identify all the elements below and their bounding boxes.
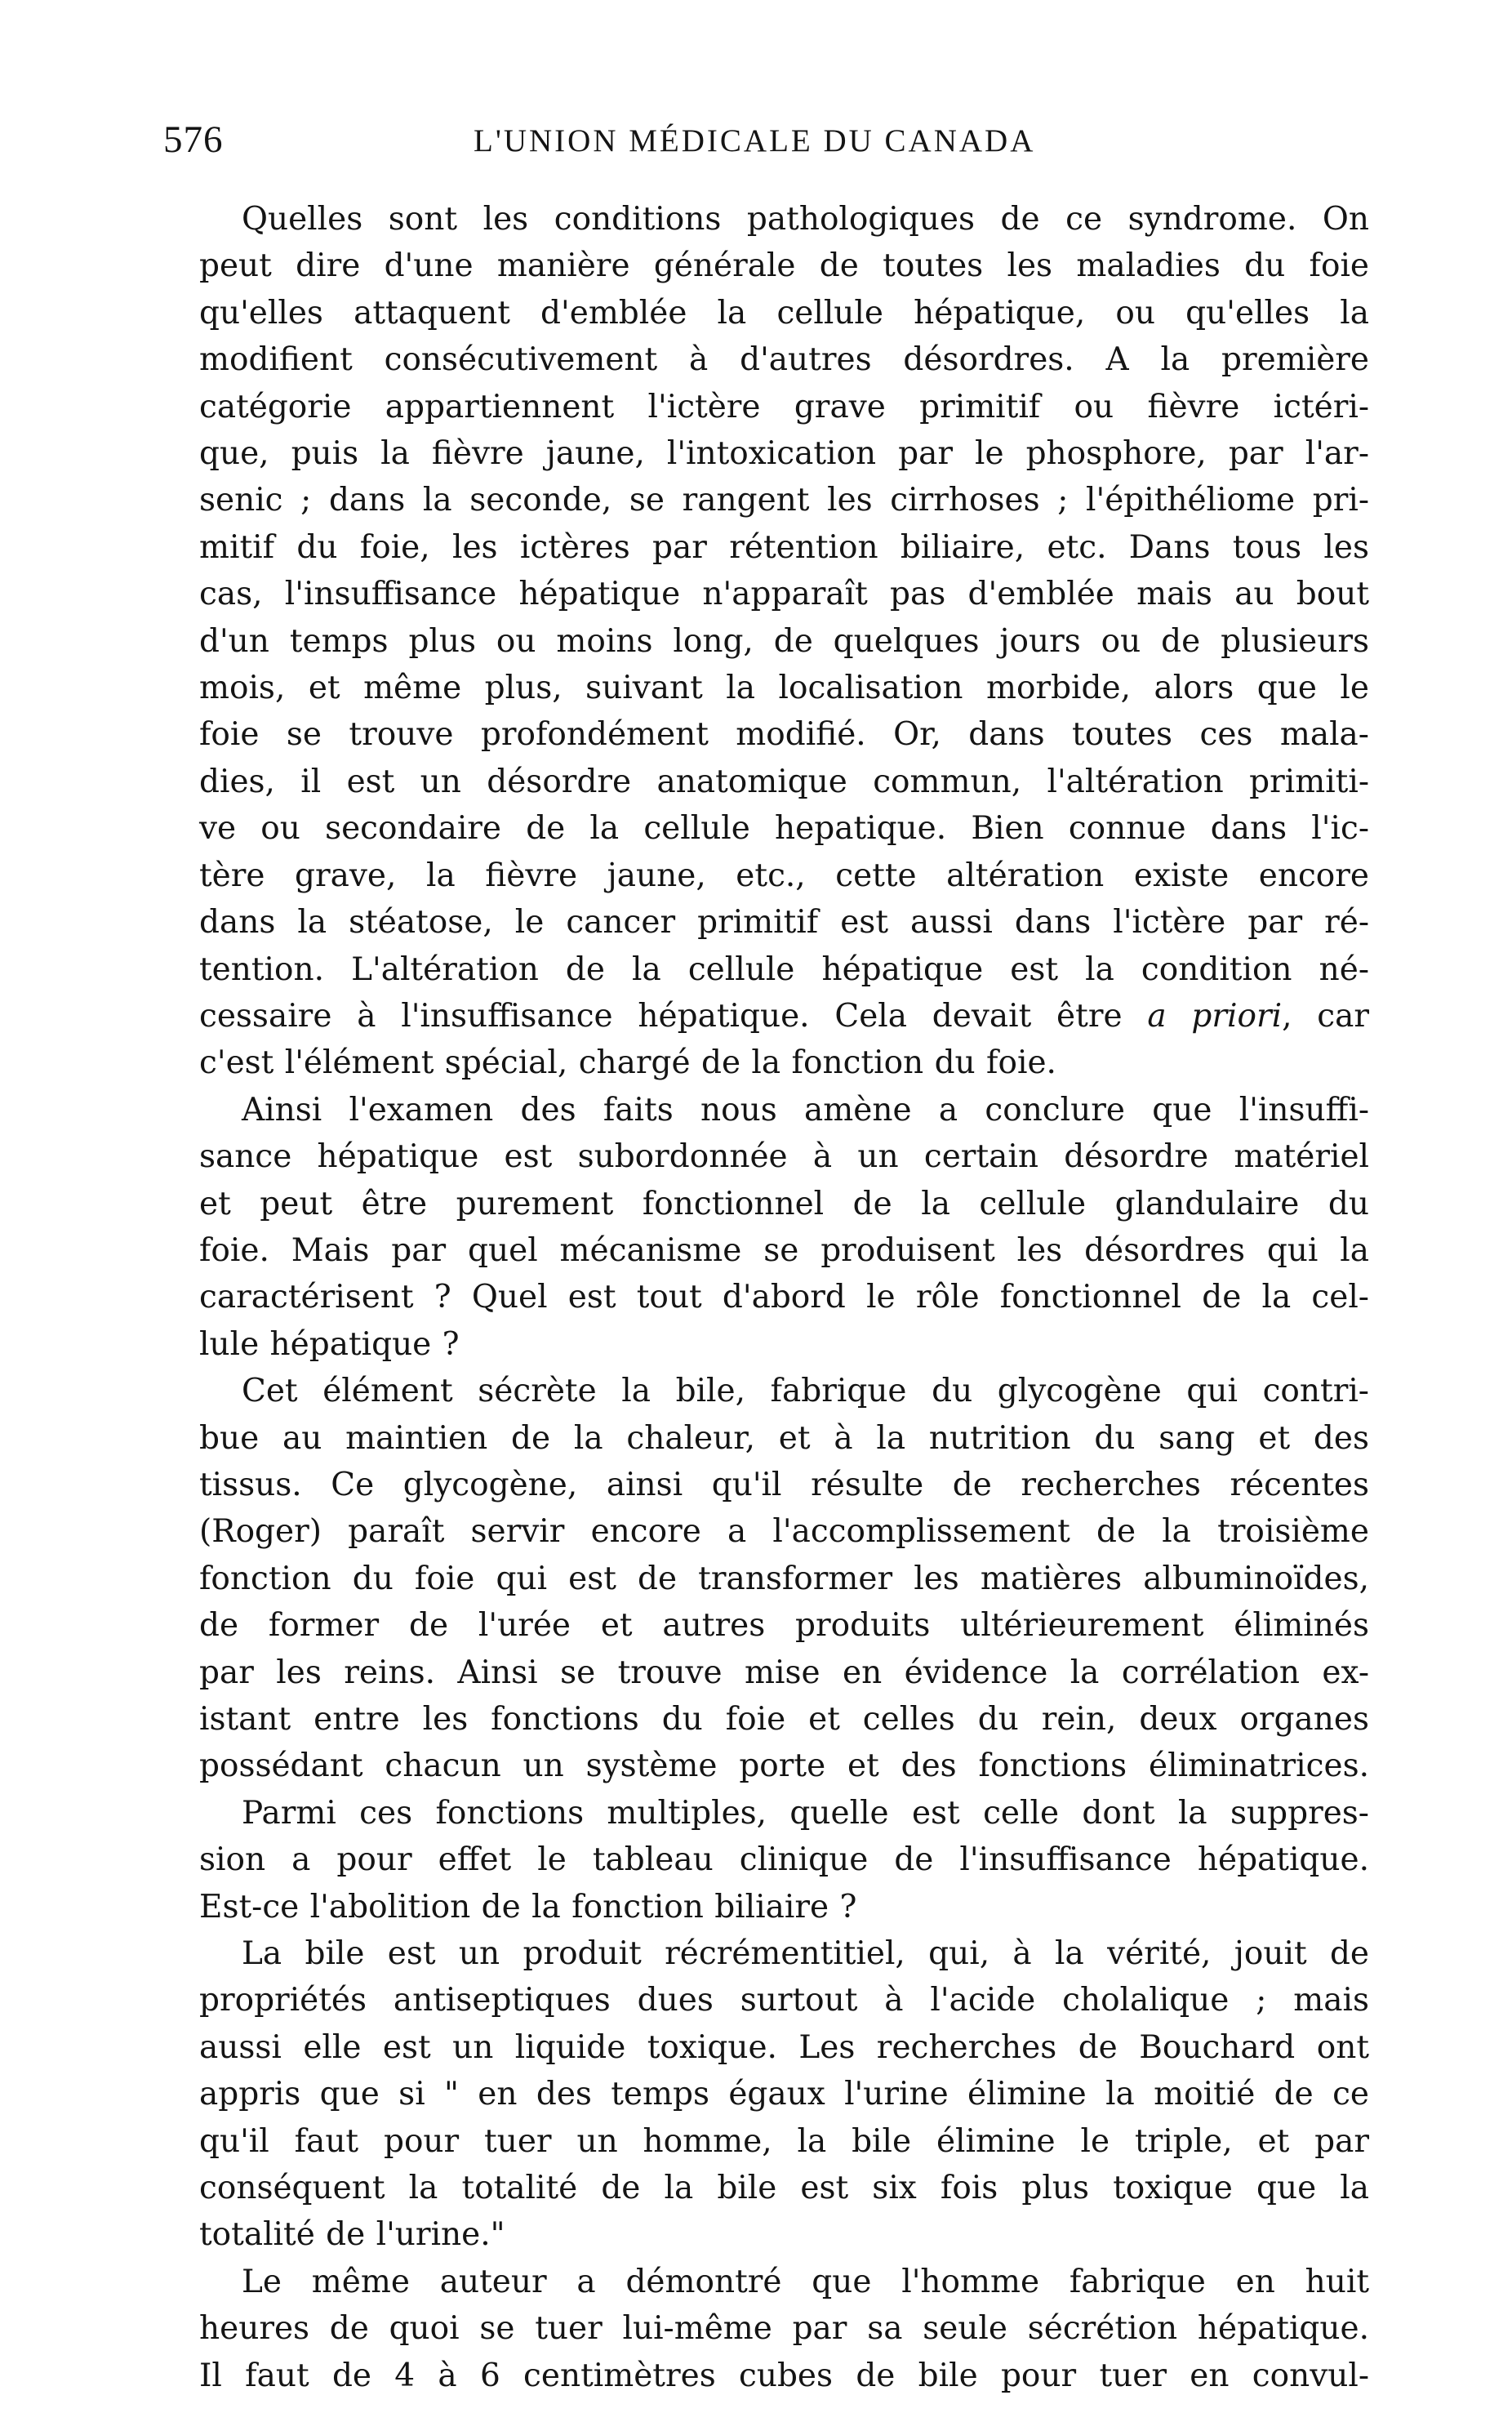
text-line: et peut être purement fonctionnel de la cellule glandulaire du	[199, 1185, 1369, 1222]
text-line: senic ; dans la seconde, se rangent les cirrhoses ; l'épithéliome pri-	[199, 482, 1369, 519]
paragraph-6	[157, 2259, 1369, 2399]
text-line: sance hépatique est subordonnée à un certain désordre matériel	[199, 1138, 1369, 1176]
text-line: Est-ce l'abolition de la fonction biliaire ?	[199, 1888, 857, 1926]
journal-title: L'UNION MÉDICALE DU CANADA	[474, 123, 1036, 158]
text-line: bue au maintien de la chaleur, et à la nutrition du sang et des	[199, 1419, 1369, 1457]
text-line: caractérisent ? Quel est tout d'abord le rôle fonctionnel de la cel-	[199, 1279, 1369, 1316]
text-line: que, puis la fièvre jaune, l'intoxication par le phosphore, par l'ar-	[199, 435, 1369, 473]
text-line: lule hépatique ?	[199, 1325, 460, 1363]
text-line: mitif du foie, les ictères par rétention biliaire, etc. Dans tous les	[199, 528, 1369, 566]
paragraph-5	[157, 1930, 1369, 2259]
text-line: dies, il est un désordre anatomique commun, l'altération primiti-	[199, 763, 1369, 800]
text-line: fonction du foie qui est de transformer les matières albuminoïdes,	[199, 1560, 1369, 1597]
text-line: appris que si " en des temps égaux l'urine élimine la moitié de ce	[199, 2076, 1369, 2113]
text-line: par les reins. Ainsi se trouve mise en évidence la corrélation ex-	[199, 1654, 1369, 1691]
text-line: totalité de l'urine."	[199, 2216, 505, 2254]
text-line: tissus. Ce glycogène, ainsi qu'il résulte de recherches récentes	[199, 1466, 1369, 1503]
text-line: La bile est un produit récrémentitiel, qui, à la vérité, jouit de	[242, 1935, 1369, 1973]
paragraph-4	[157, 1790, 1369, 1930]
text-line: catégorie appartiennent l'ictère grave primitif ou fièvre ictéri-	[199, 388, 1369, 425]
text-line: conséquent la totalité de la bile est six fois plus toxique que la	[199, 2170, 1369, 2207]
running-head	[163, 118, 1347, 175]
text-line: propriétés antiseptiques dues surtout à l'acide cholalique ; mais	[199, 1982, 1369, 2019]
text-line: aussi elle est un liquide toxique. Les recherches de Bouchard ont	[199, 2028, 1369, 2066]
text-line: Cet élément sécrète la bile, fabrique du glycogène qui contri-	[242, 1373, 1369, 1410]
text-line: c'est l'élément spécial, chargé de la fonction du foie.	[199, 1044, 1056, 1082]
paragraph-1	[157, 196, 1369, 1087]
text-line: peut dire d'une manière générale de toutes les maladies du foie	[199, 247, 1369, 285]
text-line: cessaire à l'insuffisance hépatique. Cela devait être a priori, car	[199, 997, 1370, 1035]
paragraph-2	[157, 1087, 1369, 1368]
text-line: Parmi ces fonctions multiples, quelle est celle dont la suppres-	[242, 1794, 1369, 1832]
text-line: Il faut de 4 à 6 centimètres cubes de bile pour tuer en convul-	[199, 2357, 1369, 2394]
text-line: (Roger) paraît servir encore a l'accomplissement de la troisième	[199, 1513, 1369, 1551]
page-number: 576	[163, 118, 224, 161]
text-line: Le même auteur a démontré que l'homme fabrique en huit	[242, 2263, 1369, 2300]
text-line: dans la stéatose, le cancer primitif est aussi dans l'ictère par ré-	[199, 904, 1369, 942]
text-line: foie. Mais par quel mécanisme se produisent les désordres qui la	[199, 1231, 1369, 1269]
text-line: mois, et même plus, suivant la localisation morbide, alors que le	[199, 670, 1369, 707]
text-line: qu'elles attaquent d'emblée la cellule hépatique, ou qu'elles la	[199, 294, 1369, 332]
text-line: Quelles sont les conditions pathologiques de ce syndrome. On	[242, 201, 1369, 238]
text-line: foie se trouve profondément modifié. Or, dans toutes ces mala-	[199, 716, 1369, 754]
text-line: possédant chacun un système porte et des fonctions éliminatrices.	[199, 1747, 1369, 1785]
text-line: Ainsi l'examen des faits nous amène a conclure que l'insuffi-	[242, 1091, 1369, 1129]
text-line: sion a pour effet le tableau clinique de l'insuffisance hépatique.	[199, 1841, 1369, 1879]
body-text	[157, 196, 1369, 2399]
italic-phrase: a priori	[1147, 997, 1283, 1035]
text-line: heures de quoi se tuer lui-même par sa seule sécrétion hépatique.	[199, 2310, 1369, 2348]
text-line: istant entre les fonctions du foie et celles du rein, deux organes	[199, 1701, 1369, 1738]
paragraph-3	[157, 1368, 1369, 1790]
text-line: tention. L'altération de la cellule hépatique est la condition né-	[199, 951, 1369, 988]
text-line: qu'il faut pour tuer un homme, la bile élimine le triple, et par	[199, 2122, 1369, 2160]
text-line: modifient consécutivement à d'autres désordres. A la première	[199, 341, 1369, 379]
text-line: de former de l'urée et autres produits ultérieurement éliminés	[199, 1607, 1369, 1645]
text-line: cas, l'insuffisance hépatique n'apparaît pas d'emblée mais au bout	[199, 576, 1369, 613]
text-line: tère grave, la fièvre jaune, etc., cette altération existe encore	[199, 857, 1369, 894]
text-line: d'un temps plus ou moins long, de quelques jours ou de plusieurs	[199, 622, 1369, 660]
text-line: ve ou secondaire de la cellule hepatique. Bien connue dans l'ic-	[199, 810, 1369, 848]
